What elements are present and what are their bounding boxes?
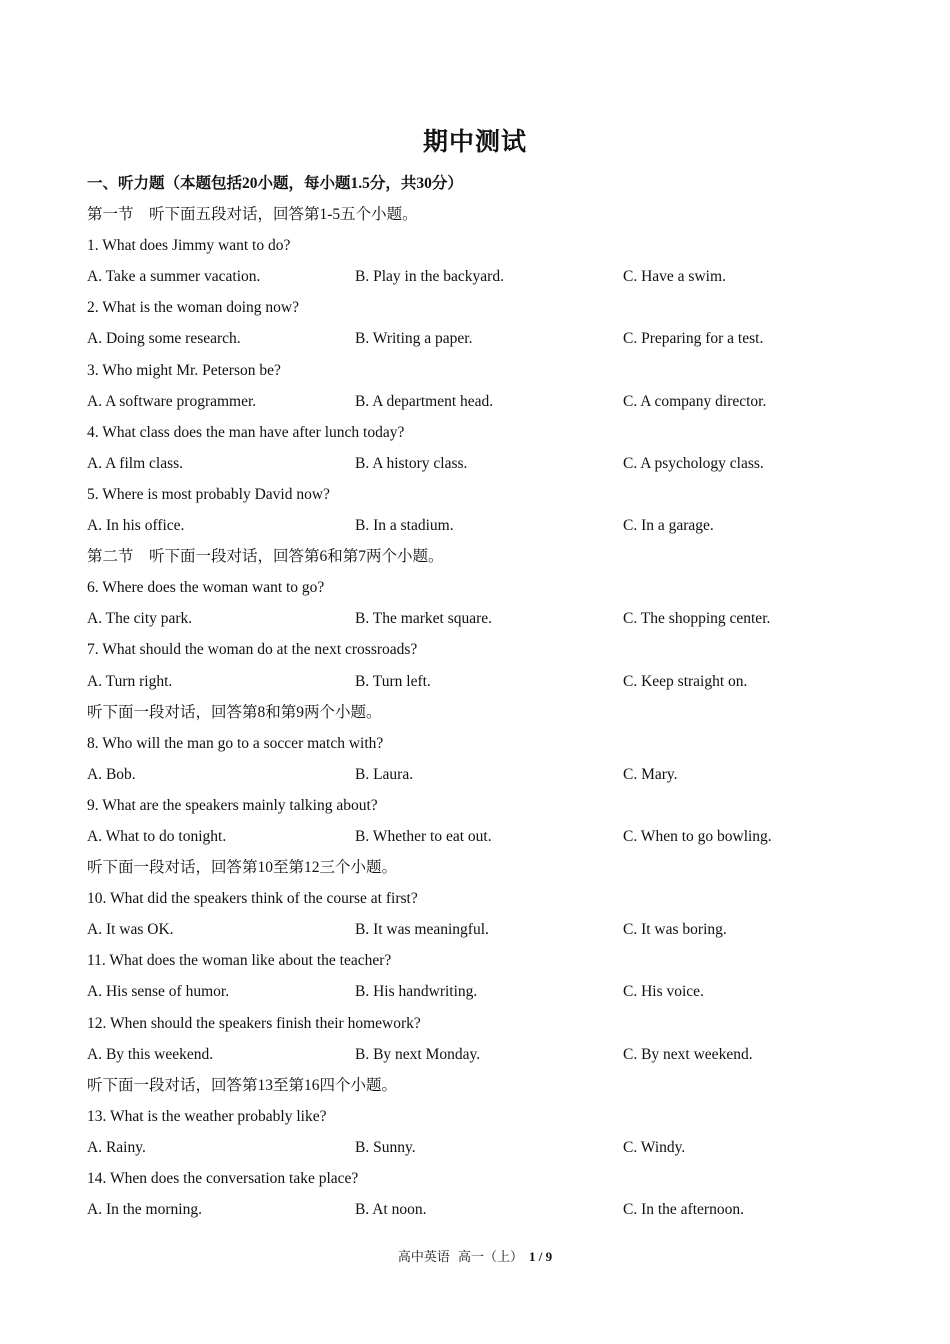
option-a: A. What to do tonight. [87, 827, 227, 845]
option-b: B. Sunny. [355, 1138, 416, 1156]
answer-options-row [87, 603, 887, 634]
answer-options-row [87, 666, 887, 697]
answer-options-row [87, 1132, 887, 1163]
option-c: C. Mary. [623, 765, 678, 783]
option-c: C. Have a swim. [623, 268, 726, 286]
footer-page-number: 1 / 9 [528, 1249, 553, 1264]
option-b: B. Laura. [355, 765, 414, 783]
option-c: C. A company director. [623, 392, 767, 410]
footer-subject: 高中英语 [397, 1249, 450, 1264]
section-instruction: 听下面一段对话，回答第8和第9两个小题。 [87, 703, 382, 721]
option-b: B. Writing a paper. [355, 330, 473, 348]
option-c: C. It was boring. [623, 921, 727, 939]
answer-options-row [87, 914, 887, 945]
answer-options-row [87, 261, 887, 292]
page-title: 期中测试 [422, 129, 527, 156]
option-b: B. A department head. [355, 392, 494, 410]
option-a: A. The city park. [87, 610, 193, 628]
option-b: B. In a stadium. [355, 517, 454, 535]
option-a: A. By this weekend. [87, 1045, 214, 1063]
option-c: C. Preparing for a test. [623, 330, 764, 348]
option-b: B. A history class. [355, 454, 468, 472]
answer-options-row [87, 1039, 887, 1070]
question-text: 8. Who will the man go to a soccer match with? [87, 734, 384, 752]
section-heading: 一、听力题（本题包括20小题，每小题1.5分，共30分） [87, 175, 463, 192]
answer-options-row [87, 976, 887, 1007]
option-a: A. Take a summer vacation. [87, 268, 261, 286]
section-instruction: 听下面一段对话，回答第13至第16四个小题。 [87, 1076, 398, 1094]
section-instruction: 听下面一段对话，回答第10至第12三个小题。 [87, 859, 398, 877]
answer-options-row [87, 510, 887, 541]
exam-content [87, 168, 887, 1225]
option-a: A. In his office. [87, 517, 185, 535]
option-a: A. Bob. [87, 765, 136, 783]
option-c: C. Keep straight on. [623, 672, 748, 690]
question-text: 2. What is the woman doing now? [87, 299, 299, 317]
option-c: C. When to go bowling. [623, 827, 772, 845]
option-c: C. Windy. [623, 1138, 686, 1156]
option-a: A. Doing some research. [87, 330, 241, 348]
option-c: C. A psychology class. [623, 454, 764, 472]
option-b: B. Turn left. [355, 672, 431, 690]
question-text: 5. Where is most probably David now? [87, 485, 330, 503]
section-instruction: 第一节 听下面五段对话，回答第1-5五个小题。 [87, 206, 418, 224]
footer-grade: 高一（上） [457, 1249, 523, 1264]
answer-options-row [87, 448, 887, 479]
question-text: 13. What is the weather probably like? [87, 1107, 327, 1125]
option-c: C. In a garage. [623, 517, 714, 535]
question-text: 3. Who might Mr. Peterson be? [87, 361, 281, 379]
option-b: B. It was meaningful. [355, 921, 489, 939]
option-b: B. By next Monday. [355, 1045, 481, 1063]
option-b: B. Whether to eat out. [355, 827, 492, 845]
question-text: 11. What does the woman like about the teacher? [87, 952, 392, 970]
option-b: B. The market square. [355, 610, 493, 628]
answer-options-row [87, 386, 887, 417]
question-text: 10. What did the speakers think of the course at first? [87, 890, 418, 908]
section-instruction: 第二节 听下面一段对话，回答第6和第7两个小题。 [87, 548, 444, 566]
option-c: C. The shopping center. [623, 610, 771, 628]
question-text: 14. When does the conversation take place? [87, 1170, 359, 1187]
question-text: 7. What should the woman do at the next crossroads? [87, 641, 418, 659]
answer-options-row [87, 759, 887, 790]
page-footer [0, 1246, 950, 1265]
option-a: A. Turn right. [87, 672, 173, 690]
option-c: C. In the afternoon. [623, 1201, 744, 1219]
option-a: A. It was OK. [87, 921, 174, 939]
question-text: 1. What does Jimmy want to do? [87, 237, 291, 255]
option-a: A. A software programmer. [87, 392, 257, 410]
option-b: B. Play in the backyard. [355, 268, 504, 286]
question-text: 4. What class does the man have after lunch today? [87, 423, 405, 441]
option-c: C. His voice. [623, 983, 704, 1001]
option-b: B. His handwriting. [355, 983, 478, 1001]
question-text: 6. Where does the woman want to go? [87, 579, 325, 597]
option-a: A. A film class. [87, 454, 184, 472]
answer-options-row [87, 323, 887, 354]
question-text: 9. What are the speakers mainly talking about? [87, 796, 378, 814]
option-c: C. By next weekend. [623, 1045, 753, 1063]
option-a: A. Rainy. [87, 1138, 146, 1156]
answer-options-row [87, 821, 887, 852]
option-a: A. In the morning. [87, 1201, 202, 1219]
answer-options-row [87, 1194, 887, 1225]
option-b: B. At noon. [355, 1201, 427, 1219]
option-a: A. His sense of humor. [87, 983, 230, 1001]
question-text: 12. When should the speakers finish their homework? [87, 1014, 421, 1032]
